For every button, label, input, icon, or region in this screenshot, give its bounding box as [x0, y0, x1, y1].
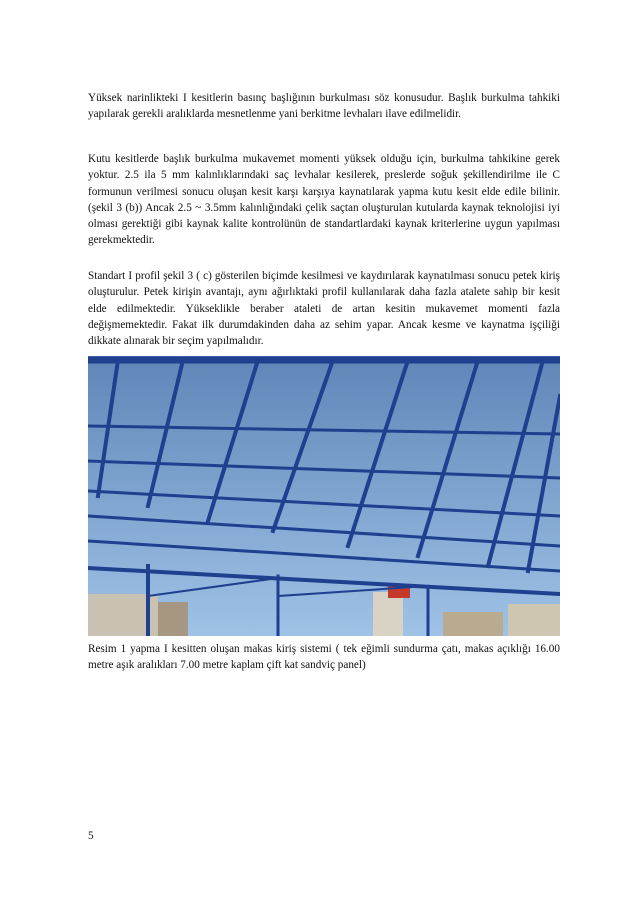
building-left-2 — [158, 602, 188, 636]
building-far-right — [508, 604, 560, 636]
paragraph-2: Kutu kesitlerde başlık burkulma mukavemet momenti yüksek olduğu için, burkulma tahkikine gerek yoktur. 2.5 ila 5 mm kalınlıklarındaki saç levhalar kesilerek, preslerde soğuk şekillendirilme ile C formunun verilmesi sonucu oluşan kesit karşı karşıya kaynatılarak yapma kutu kesit elde edile bilinir. (şekil 3 (b)) Ancak 2.5 ~ 3.5mm kalınlığındaki çelik saçtan oluşturulan kutularda kaynak teknolojisi iyi olması gerektiği gibi kaynak kalite kontrolünün de standartlardaki kaynak kriterlerine uygun yapılması gerekmektedir. — [88, 153, 560, 247]
paragraph-3: Standart I profil şekil 3 ( c) gösterilen biçimde kesilmesi ve kaydırılarak kaynatılması sonucu petek kiriş oluşturulur. Petek kirişin avantajı, aynı ağırlıktaki profil kullanılarak daha fazla atalete sahip bir kesit elde edilmektedir. Yükseklikle beraber ataleti de artan kesitin mukavemet momenti fazla değişmemektedir. Fakat ilk durumdakinden daha az sehim yapar. Ancak kesme ve kaynatma işçiliği dikkate alınarak bir seçim yapılmalıdır. — [88, 270, 560, 348]
steel-roof-truss-photo — [88, 356, 560, 636]
truss-illustration — [88, 356, 560, 636]
paragraph-1: Yüksek narinlikteki I kesitlerin basınç başlığının burkulması söz konusudur. Başlık burkulma tahkiki yapılarak gerekli aralıklarda mesnetlenme yani berkitme levhaları ilave edilmelidir. — [88, 92, 560, 121]
building-center — [373, 592, 403, 636]
page-number: 5 — [88, 830, 94, 842]
photo-caption: Resim 1 yapma I kesitten oluşan makas kiriş sistemi ( tek eğimli sundurma çatı, makas açıklığı 16.00 metre aşık aralıkları 7.00 metre kaplam çift kat sandviç panel) — [88, 643, 560, 672]
building-right — [443, 612, 503, 636]
